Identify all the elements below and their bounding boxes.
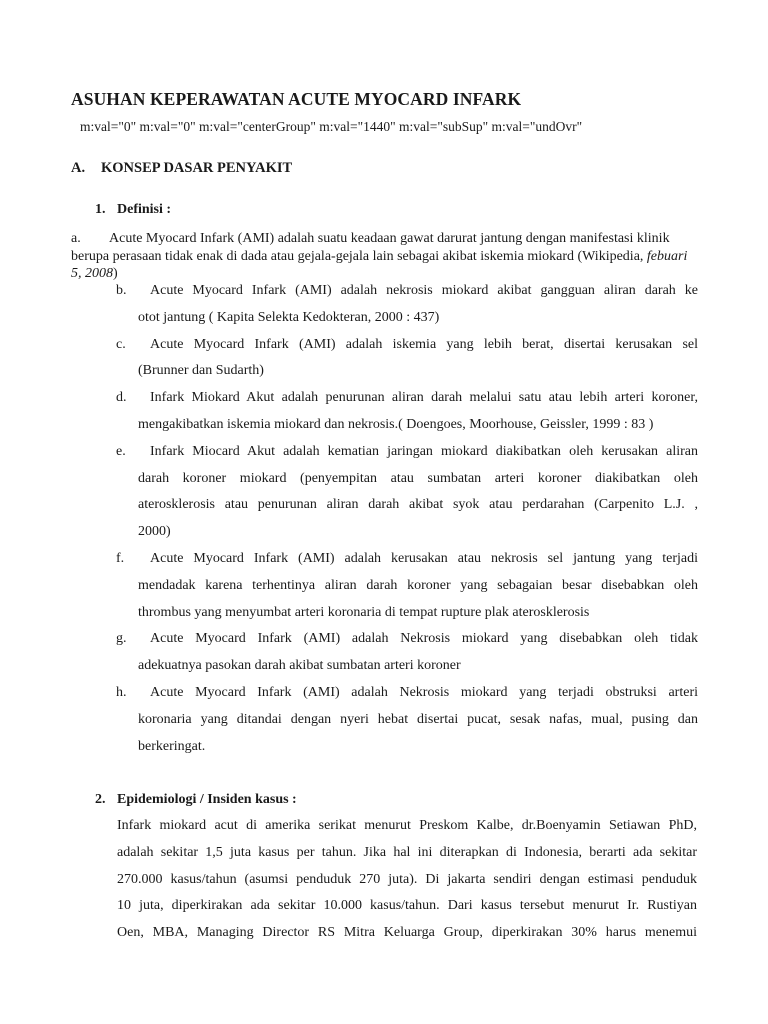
definition-line: darah koroner miokard (penyempitan atau sumbatan arteri koroner diakibatkan oleh [138,470,698,486]
subheading-label: Definisi : [117,202,172,217]
list-marker: h. [116,685,127,700]
list-marker: e. [116,443,126,459]
section-letter: A. [71,160,86,176]
definition-close: ) [113,266,118,281]
definition-line: Infark Miocard Akut adalah kematian jaringan miokard diakibatkan oleh kerusakan aliran [150,443,698,459]
definition-line: mengakibatkan iskemia miokard dan nekrosis.( Doengoes, Moorhouse, Geissler, 1999 : 83 ) [138,416,654,432]
list-marker: f. [116,551,125,566]
subheading-number: 2. [95,792,106,807]
section-label: KONSEP DASAR PENYAKIT [101,160,293,176]
section-heading-a [71,160,292,177]
subheading-label: Epidemiologi / Insiden kasus : [117,792,297,807]
definition-date: febuari 5, 2008 [71,248,688,281]
paragraph-line: 270.000 kasus/tahun (asumsi penduduk 270 juta). Di jakarta sendiri dengan estimasi penduduk [117,871,697,887]
definition-line: Acute Myocard Infark (AMI) adalah Nekrosis miokard yang disebabkan oleh tidak [150,631,698,647]
definition-text: Acute Myocard Infark (AMI) adalah suatu keadaan gawat darurat jantung dengan manifestasi klinik berupa perasaan tidak enak di dada atau gejala-gejala lain sebagai akibat iskemia miokard (Wikipedia, [71,231,670,264]
paragraph-line: 10 juta, diperkirakan ada sekitar 10.000 kasus/tahun. Dari kasus tersebut menurut Ir. Rustiyan [117,898,697,914]
definition-line: Acute Myocard Infark (AMI) adalah nekrosis miokard akibat gangguan aliran darah ke [150,283,698,298]
definition-line: thrombus yang menyumbat arteri koronaria di tempat rupture plak aterosklerosis [138,604,590,620]
definition-line: adekuatnya pasokan darah akibat sumbatan arteri koroner [138,658,461,674]
definition-line: Acute Myocard Infark (AMI) adalah Nekrosis miokard yang terjadi obstruksi arteri [150,685,698,700]
list-marker: c. [116,336,126,352]
list-marker: d. [116,390,127,406]
list-marker: b. [116,283,127,298]
definition-line: mendadak karena terhentinya aliran darah koroner yang sebagaian besar disebabkan oleh [138,577,698,593]
math-markup-artifact: m:val="0" m:val="0" m:val="centerGroup" m:val="1440" m:val="subSup" m:val="undOvr" [80,119,583,134]
definition-line: (Brunner dan Sudarth) [138,363,264,379]
definition-line: 2000) [138,524,171,540]
paragraph-line: Infark miokard acut di amerika serikat menurut Preskom Kalbe, dr.Boenyamin Setiawan PhD, [117,818,697,833]
subheading-number: 1. [95,202,106,217]
paragraph-line: Oen, MBA, Managing Director RS Mitra Keluarga Group, diperkirakan 30% harus menemui [117,925,697,941]
subheading-epidemiologi [95,792,297,808]
subheading-definisi [95,202,171,218]
paragraph-line: adalah sekitar 1,5 juta kasus per tahun. Jika hal ini diterapkan di Indonesia, berarti ada sekitar [117,844,697,860]
definition-line: koronaria yang ditandai dengan nyeri hebat disertai pucat, sesak nafas, mual, pusing dan [138,711,698,727]
definition-line: Acute Myocard Infark (AMI) adalah kerusakan atau nekrosis sel jantung yang terjadi [150,551,698,566]
definition-line: Infark Miokard Akut adalah penurunan aliran darah melalui satu atau lebih arteri koroner, [150,390,698,406]
document-title: ASUHAN KEPERAWATAN ACUTE MYOCARD INFARK [71,89,522,109]
definition-line: aterosklerosis atau penurunan aliran darah akibat syok atau perdarahan (Carpenito L.J. , [138,497,698,513]
definition-line: otot jantung ( Kapita Selekta Kedokteran, 2000 : 437) [138,309,440,325]
definition-line: berkeringat. [138,738,206,754]
list-marker: g. [116,631,127,647]
definition-a [71,230,701,283]
list-marker: a. [71,231,81,246]
definition-line: Acute Myocard Infark (AMI) adalah iskemia yang lebih berat, disertai kerusakan sel [150,336,698,352]
